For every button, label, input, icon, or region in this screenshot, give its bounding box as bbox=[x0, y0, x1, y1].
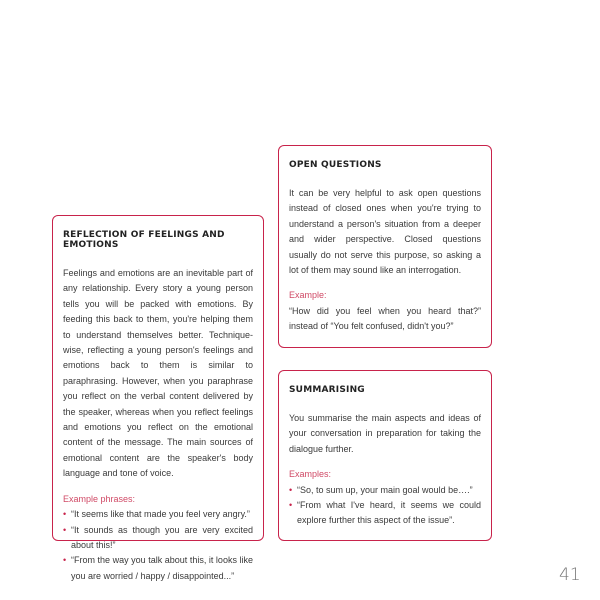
bullet-icon: • bbox=[289, 500, 293, 511]
bullet-icon: • bbox=[63, 524, 67, 535]
summarising-card bbox=[278, 370, 492, 541]
reflection-examples-list bbox=[63, 507, 253, 584]
bullet-icon: • bbox=[63, 555, 67, 566]
reflection-example-label: Example phrases: bbox=[63, 493, 136, 504]
list-item: • “From what I've heard, it seems we could explore further this aspect of the issue”. bbox=[289, 500, 481, 526]
summarising-title: SUMMARISING bbox=[289, 385, 365, 395]
summarising-body: You summarise the main aspects and ideas of your conversation in preparation for taking the dialogue further. bbox=[289, 413, 481, 454]
list-item: • “It seems like that made you feel very angry.” bbox=[63, 507, 253, 522]
open-questions-example-label: Example: bbox=[289, 290, 327, 301]
open-questions-body: It can be very helpful to ask open questions instead of closed ones when you're trying to understand a person's situation from a deeper and wider perspective. Closed questions usually do not serve this purpose, so asking a lot of them may sound like an interrogation. bbox=[289, 188, 481, 276]
list-item: • “From the way you talk about this, it looks like you are worried / happy / disappointed...” bbox=[63, 555, 253, 581]
bullet-icon: • bbox=[63, 509, 67, 520]
open-questions-card bbox=[278, 145, 492, 348]
list-item: • “It sounds as though you are very excited about this!” bbox=[63, 524, 253, 550]
bullet-icon: • bbox=[289, 484, 293, 495]
page-number: 41 bbox=[559, 565, 581, 585]
list-item: • “So, to sum up, your main goal would be….” bbox=[289, 483, 481, 498]
reflection-card bbox=[52, 215, 264, 581]
summarising-example-label: Examples: bbox=[289, 469, 332, 480]
reflection-title: REFLECTION OF FEELINGS AND EMOTIONS bbox=[63, 230, 225, 250]
open-questions-example-text: “How did you feel when you heard that?” instead of “You felt confused, didn't you?” bbox=[289, 305, 481, 332]
summarising-examples-list bbox=[289, 483, 481, 529]
open-questions-title: OPEN QUESTIONS bbox=[289, 160, 382, 170]
reflection-body: Feelings and emotions are an inevitable part of any relationship. Every story a young person tells you will be packed with emotions. By feeding this back to them, you're helping them to understand themselves better. Technique-wise, reflecting a young person's feelings and emotions back to them is similar to paraphrasing. However, when you paraphrase you reflect on the verbal content delivered by the speaker, whereas when you reflect feelings and emotions you reflect on the emotional content of the message. The main sources of emotional content are the speaker's body language and tone of voice. bbox=[63, 268, 253, 479]
